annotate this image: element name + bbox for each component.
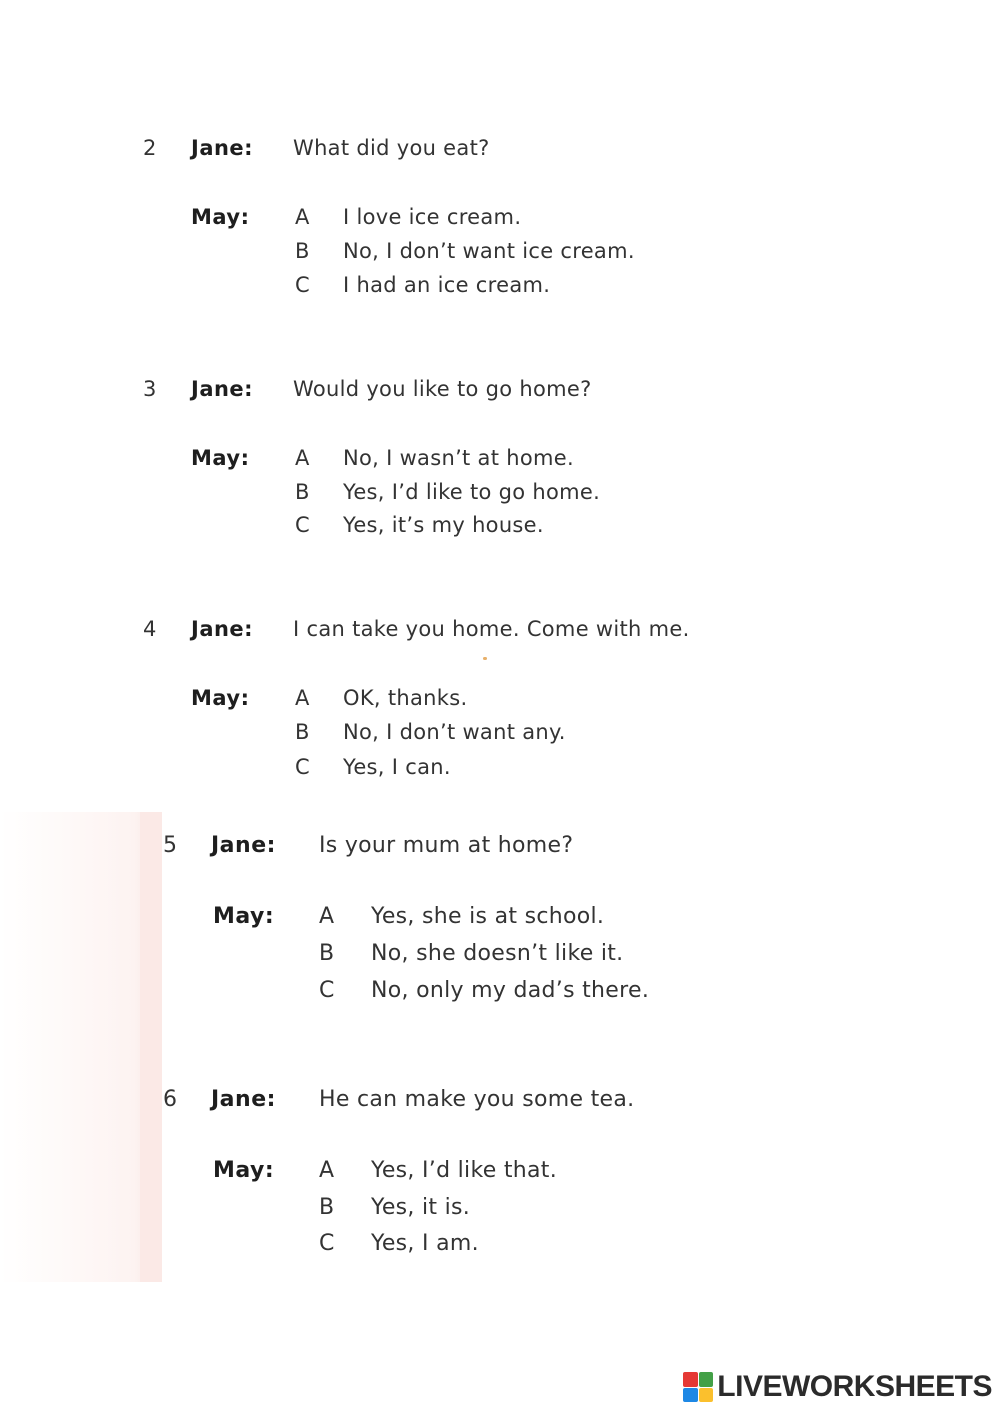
option-letter: A	[295, 205, 310, 229]
option-b[interactable]	[295, 239, 635, 263]
question-number: 2	[143, 136, 157, 160]
option-text: OK, thanks.	[343, 686, 468, 710]
option-letter: C	[295, 513, 310, 537]
option-text: No, she doesn’t like it.	[371, 941, 624, 966]
may-label: May:	[213, 904, 275, 929]
may-label: May:	[191, 686, 250, 710]
jane-label: Jane:	[191, 377, 254, 401]
option-c[interactable]	[295, 273, 550, 297]
question-number: 5	[163, 833, 177, 858]
jane-line: Is your mum at home?	[319, 833, 574, 858]
option-letter: A	[319, 1158, 335, 1183]
may-label: May:	[213, 1158, 275, 1183]
option-letter: B	[319, 941, 335, 966]
option-letter: C	[295, 273, 310, 297]
option-text: Yes, I am.	[371, 1231, 479, 1256]
option-text: I had an ice cream.	[343, 273, 551, 297]
option-text: No, I don’t want any.	[343, 720, 566, 744]
option-a[interactable]	[295, 446, 574, 470]
liveworksheets-watermark[interactable]	[683, 1369, 992, 1405]
option-text: No, I don’t want ice cream.	[343, 239, 635, 263]
jane-label: Jane:	[211, 1087, 276, 1112]
jane-label: Jane:	[211, 833, 276, 858]
option-a[interactable]	[295, 686, 467, 710]
jane-label: Jane:	[191, 617, 254, 641]
option-text: Yes, it is.	[371, 1195, 471, 1220]
option-c[interactable]	[319, 1231, 479, 1256]
option-text: Yes, I’d like to go home.	[343, 480, 601, 504]
option-a[interactable]	[295, 205, 521, 229]
option-b[interactable]	[319, 1195, 470, 1220]
option-letter: A	[319, 904, 335, 929]
option-letter: B	[319, 1195, 335, 1220]
option-letter: C	[295, 755, 310, 779]
option-text: Yes, I’d like that.	[371, 1158, 558, 1183]
option-letter: A	[295, 686, 310, 710]
jane-line: Would you like to go home?	[293, 377, 592, 401]
scan-speck	[483, 657, 487, 660]
option-letter: C	[319, 978, 335, 1003]
option-text: Yes, I can.	[343, 755, 451, 779]
option-c[interactable]	[319, 978, 649, 1003]
option-b[interactable]	[295, 480, 600, 504]
option-text: Yes, it’s my house.	[343, 513, 544, 537]
option-text: No, only my dad’s there.	[371, 978, 650, 1003]
option-text: Yes, she is at school.	[371, 904, 605, 929]
option-letter: A	[295, 446, 310, 470]
option-text: I love ice cream.	[343, 205, 522, 229]
scan-shadow-edge	[140, 812, 162, 1282]
option-letter: B	[295, 239, 310, 263]
option-c[interactable]	[295, 755, 451, 779]
option-letter: C	[319, 1231, 335, 1256]
option-a[interactable]	[319, 904, 604, 929]
scan-shadow	[0, 812, 158, 1282]
liveworksheets-logo-icon	[683, 1372, 713, 1402]
option-b[interactable]	[319, 941, 623, 966]
option-c[interactable]	[295, 513, 544, 537]
option-letter: B	[295, 720, 310, 744]
jane-line: I can take you home. Come with me.	[293, 617, 690, 641]
jane-line: He can make you some tea.	[319, 1087, 635, 1112]
jane-line: What did you eat?	[293, 136, 490, 160]
question-number: 6	[163, 1087, 177, 1112]
brand-name: LIVEWORKSHEETS	[717, 1370, 992, 1403]
question-number: 4	[143, 617, 157, 641]
option-b[interactable]	[295, 720, 566, 744]
question-number: 3	[143, 377, 157, 401]
option-text: No, I wasn’t at home.	[343, 446, 574, 470]
may-label: May:	[191, 446, 250, 470]
option-letter: B	[295, 480, 310, 504]
option-a[interactable]	[319, 1158, 557, 1183]
jane-label: Jane:	[191, 136, 254, 160]
may-label: May:	[191, 205, 250, 229]
